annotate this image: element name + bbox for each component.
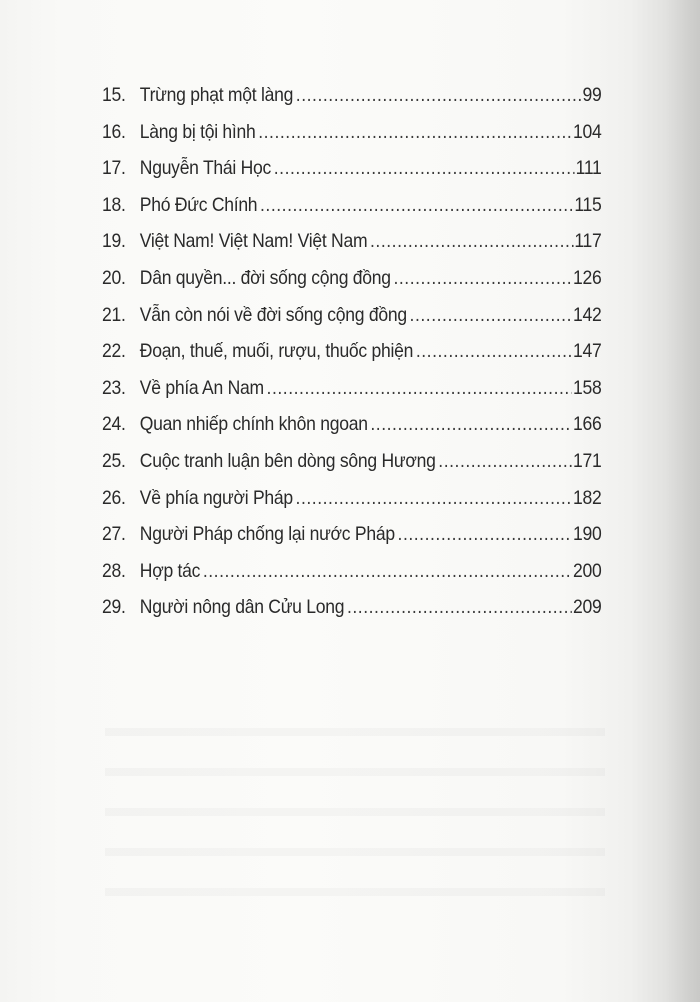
toc-entry[interactable] xyxy=(102,596,602,633)
toc-entry[interactable] xyxy=(102,84,602,121)
toc-entry-number: 16. xyxy=(102,120,126,143)
toc-entry-title: Vẫn còn nói về đời sống cộng đồng xyxy=(139,303,407,326)
toc-entry-page: 126 xyxy=(573,266,602,289)
toc-entry-number: 26. xyxy=(102,486,126,509)
toc-entry-page: 182 xyxy=(573,486,602,509)
toc-entry[interactable] xyxy=(102,194,602,231)
toc-entry[interactable] xyxy=(102,450,602,487)
toc-entry-title: Trừng phạt một làng xyxy=(139,84,294,106)
toc-entry-title: Đoạn, thuế, muối, rượu, thuốc phiện xyxy=(139,340,414,363)
toc-entry-title: Nguyễn Thái Học xyxy=(139,157,272,180)
toc-entry-page: 209 xyxy=(573,596,602,619)
toc-entry[interactable] xyxy=(102,157,602,194)
toc-entry-page: 142 xyxy=(573,303,602,326)
toc-entry[interactable] xyxy=(102,230,602,267)
dot-leader xyxy=(347,596,572,619)
toc-entry-title: Phó Đức Chính xyxy=(139,193,258,216)
dot-leader xyxy=(274,157,575,180)
toc-entry-number: 23. xyxy=(102,376,126,399)
dot-leader xyxy=(296,487,573,510)
toc-entry-number: 27. xyxy=(102,523,126,546)
table-of-contents xyxy=(102,84,602,633)
toc-entry[interactable] xyxy=(102,304,602,341)
toc-entry-page: 115 xyxy=(574,193,602,216)
toc-entry-number: 22. xyxy=(102,340,126,363)
toc-entry-title: Quan nhiếp chính khôn ngoan xyxy=(139,413,368,436)
toc-entry-title: Hợp tác xyxy=(139,559,201,582)
toc-entry-number: 17. xyxy=(102,157,126,180)
dot-leader xyxy=(438,450,572,473)
dot-leader xyxy=(203,560,572,583)
toc-entry[interactable] xyxy=(102,340,602,377)
toc-entry[interactable] xyxy=(102,560,602,597)
toc-entry[interactable] xyxy=(102,267,602,304)
dot-leader xyxy=(398,523,573,546)
toc-entry-number: 18. xyxy=(102,193,126,216)
toc-entry-page: 171 xyxy=(573,449,602,472)
toc-entry[interactable] xyxy=(102,523,602,560)
dot-leader xyxy=(410,304,573,327)
toc-entry[interactable] xyxy=(102,413,602,450)
toc-entry-page: 190 xyxy=(573,523,602,546)
toc-entry-number: 25. xyxy=(102,449,126,472)
toc-entry-page: 104 xyxy=(573,120,602,143)
dot-leader xyxy=(267,377,573,400)
toc-entry-title: Dân quyền... đời sống cộng đồng xyxy=(139,266,391,289)
dot-leader xyxy=(416,340,572,363)
dot-leader xyxy=(370,230,573,253)
toc-entry-title: Người Pháp chống lại nước Pháp xyxy=(139,523,395,546)
toc-entry[interactable] xyxy=(102,377,602,414)
toc-entry-page: 200 xyxy=(573,559,602,582)
toc-entry-page: 117 xyxy=(574,230,602,253)
toc-entry-title: Làng bị tội hình xyxy=(139,120,256,143)
toc-entry[interactable] xyxy=(102,121,602,158)
toc-entry-title: Người nông dân Cửu Long xyxy=(139,596,345,619)
toc-entry-number: 24. xyxy=(102,413,126,436)
toc-entry-page: 158 xyxy=(573,376,602,399)
toc-entry-number: 28. xyxy=(102,559,126,582)
toc-entry-title: Cuộc tranh luận bên dòng sông Hương xyxy=(139,449,436,472)
toc-entry-title: Về phía người Pháp xyxy=(139,486,293,509)
toc-entry-page: 147 xyxy=(573,340,602,363)
toc-entry-number: 21. xyxy=(102,303,126,326)
toc-entry-number: 29. xyxy=(102,596,126,619)
dot-leader xyxy=(393,267,572,290)
toc-entry-page: 99 xyxy=(582,84,602,106)
toc-entry-title: Việt Nam! Việt Nam! Việt Nam xyxy=(139,230,368,253)
toc-entry-page: 111 xyxy=(575,157,602,180)
toc-entry-number: 20. xyxy=(102,266,126,289)
dot-leader xyxy=(370,413,572,436)
reverse-side-bleed-through xyxy=(105,700,605,900)
toc-entry-page: 166 xyxy=(573,413,602,436)
toc-entry-number: 19. xyxy=(102,230,126,253)
dot-leader xyxy=(296,84,582,107)
toc-entry-title: Về phía An Nam xyxy=(139,376,264,399)
dot-leader xyxy=(258,121,572,144)
dot-leader xyxy=(260,194,573,217)
toc-entry[interactable] xyxy=(102,487,602,524)
toc-entry-number: 15. xyxy=(102,84,126,106)
